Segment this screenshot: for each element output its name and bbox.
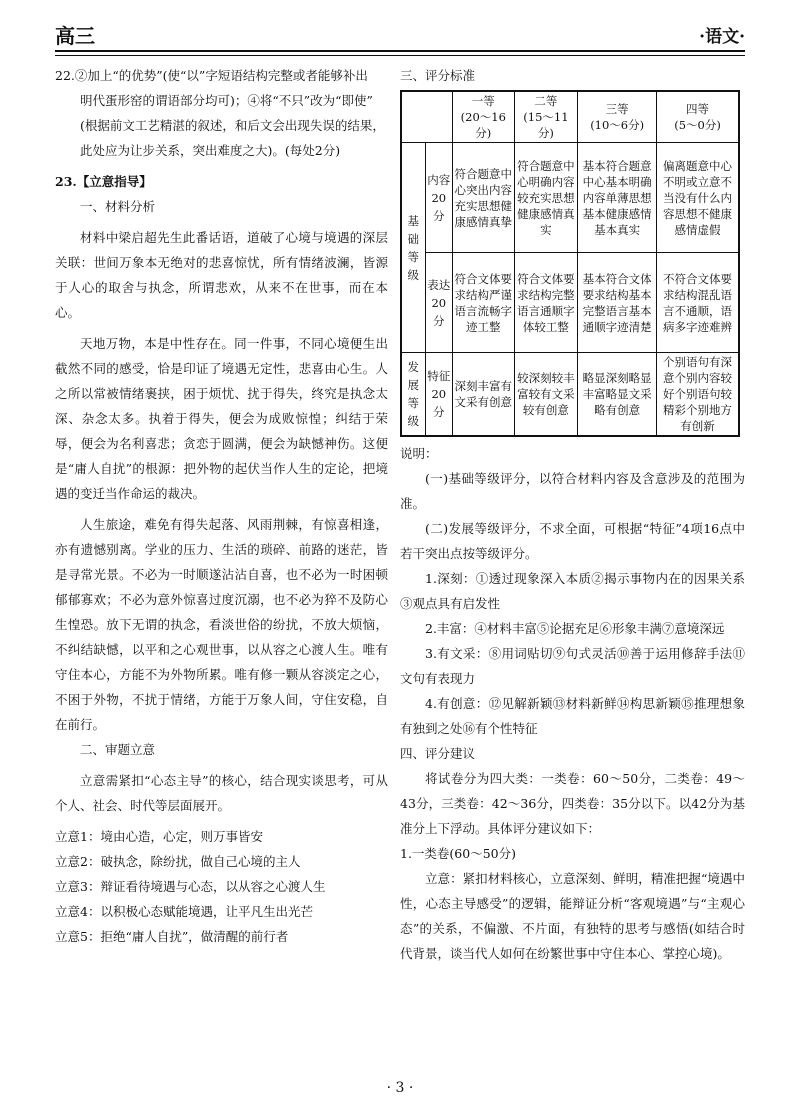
table-cell: 个别语句有深意个别内容较好个别语句较精彩个别地方有创新 [657,353,739,437]
note-title: 说明： [400,446,438,461]
header-rule [55,50,745,52]
table-cell: 符合题意中心明确内容较充实思想健康感情真实 [514,143,578,253]
table-cell: 偏离题意中心不明或立意不当没有什么内容思想不健康感情虚假 [657,143,739,253]
page-number: · 3 · [386,1080,414,1096]
paragraph: 立意：紧扣材料核心，立意深刻、鲜明，精准把握“境遇中性，心态主导感受”的逻辑，能辩证分析“客观境遇”与“主观心态”的关系，不偏激、不片面，有独特的思考与感悟(如结合时代背景，谈当代人如何在纷繁世事中守住本心、掌控心境)。 [400,871,745,961]
paragraph: 立意需紧扣“心态主导”的核心，结合现实谈思考，可从个人、社会、时代等层面展开。 [55,773,388,813]
table-cell: 符合文体要求结构严谨语言流畅字迹工整 [453,253,515,353]
left-column [55,63,388,949]
q22-line: 明代蛋形窑的谓语部分均可)；④将“不只”改为“即使” [80,93,373,108]
table-cell: 略显深刻略显丰富略显文采略有创意 [578,353,657,437]
section-scoring-advice: 四、评分建议 [400,746,476,761]
right-column [400,63,745,966]
idea-item: 立意1：境由心造，心定，则万事皆安 [55,829,263,844]
criteria-item: 1.深刻：①透过现象深入本质②揭示事物内在的因果关系③观点具有启发性 [400,571,745,611]
table-cell: 较深刻较丰富较有文采较有创意 [514,353,578,437]
grade-header: 一等 (20～16分) [453,91,515,143]
section-material-analysis: 一、材料分析 [80,199,156,214]
grade-header: 三等 (10～6分) [578,91,657,143]
idea-item: 立意5：拒绝“庸人自扰”，做清醒的前行者 [55,929,289,944]
criteria-item: 3.有文采：⑧用词贴切⑨句式灵活⑩善于运用修辞手法⑪文句有表现力 [400,646,745,686]
note-item: (二)发展等级评分，不求全面，可根据“特征”4项16点中若干突出点按等级评分。 [400,521,745,561]
table-cell: 深刻丰富有文采有创意 [453,353,515,437]
grade-header: 四等 (5～0分) [657,91,739,143]
paragraph: 将试卷分为四大类：一类卷：60～50分，二类卷：49～43分，三类卷：42～36分，四类卷：35分以下。以42分为基准分上下浮动。具体评分建议如下： [400,771,745,836]
grade-header: 二等 (15～11分) [514,91,578,143]
q22-line: 此处应为让步关系，突出难度之大)。(每处2分) [80,143,341,158]
idea-item: 立意4：以积极心态赋能境遇，让平凡生出光芒 [55,904,313,919]
note-item: (一)基础等级评分，以符合材料内容及含意涉及的范围为准。 [400,471,745,511]
paragraph: 材料中梁启超先生此番话语，道破了心境与境遇的深层关联：世间万象本无绝对的悲喜惊忧，所有情绪波澜，皆源于人心的取舍与执念，所谓悲欢，从来不在世事，而在本心。 [55,230,388,320]
section-topic: 二、审题立意 [80,742,156,757]
row-label: 特征20分 [425,353,452,437]
table-cell: 符合题意中心突出内容充实思想健康感情真挚 [453,143,515,253]
class1-title: 1.一类卷(60～50分) [400,846,516,861]
table-cell: 符合文体要求结构完整语言通顺字体较工整 [514,253,578,353]
table-cell: 基本符合题意中心基本明确内容单薄思想基本健康感情基本真实 [578,143,657,253]
row-label: 内容20分 [425,143,452,253]
basic-level-label: 基础等级 [401,143,425,353]
row-label: 表达20分 [425,253,452,353]
table-cell: 基本符合文体要求结构基本完整语言基本通顺字迹清楚 [578,253,657,353]
paragraph: 天地万物，本是中性存在。同一件事，不同心境便生出截然不同的感受，恰是印证了境遇无定性，悲喜由心生。人之所以常被情绪裹挟，困于烦忧、扰于得失，终究是执念太深、杂念太多。执着于得失，便会为成败惊惶；纠结于荣辱，便会为名利喜悲；贪恋于圆满，便会为缺憾神伤。这便是“庸人自扰”的根源：把外物的起伏当作人生的定论，把境遇的变迁当作命运的裁决。 [55,336,388,501]
paragraph: 人生旅途，难免有得失起落、风雨荆棘，有惊喜相逢，亦有遗憾别离。学业的压力、生活的琐碎、前路的迷茫，皆是寻常光景。不必为一时顺遂沾沾自喜，也不必为一时困顿郁郁寡欢；不必为意外惊喜过度沉溺，也不必为猝不及防心生惶恐。放下无谓的执念，看淡世俗的纷扰，不放大烦恼，不纠结缺憾，以平和之心观世事，以从容之心渡人生。唯有守住本心，方能不为外物所累。唯有修一颗从容淡定之心，不困于外物，不扰于情绪，方能于万象人间，守住安稳，自在前行。 [55,517,388,732]
table-cell: 不符合文体要求结构混乱语言不通顺，语病多字迹难辨 [657,253,739,353]
criteria-item: 4.有创意：⑫见解新颖⑬材料新鲜⑭构思新颖⑮推理想象有独到之处⑯有个性特征 [400,696,745,736]
header-rule-thin [55,55,745,56]
page-header [55,18,745,48]
header-grade: 高三 [55,24,95,48]
q22-line: (根据前文工艺精湛的叙述，和后文会出现失误的结果， [80,118,385,133]
q22-line: 22.②加上“的优势”(使“以”字短语结构完整或者能够补出 [55,68,368,83]
idea-item: 立意2：破执念，除纷扰，做自己心境的主人 [55,854,301,869]
scoring-table [400,90,740,437]
q23-title: 23.【立意指导】 [55,174,152,189]
criteria-item: 2.丰富：④材料丰富⑤论据充足⑥形象丰满⑦意境深远 [425,621,725,636]
idea-item: 立意3：辩证看待境遇与心态，以从容之心渡人生 [55,879,326,894]
dev-level-label: 发展等级 [401,353,425,437]
header-subject: ·语文· [699,27,745,47]
section-scoring-standard: 三、评分标准 [400,68,476,83]
